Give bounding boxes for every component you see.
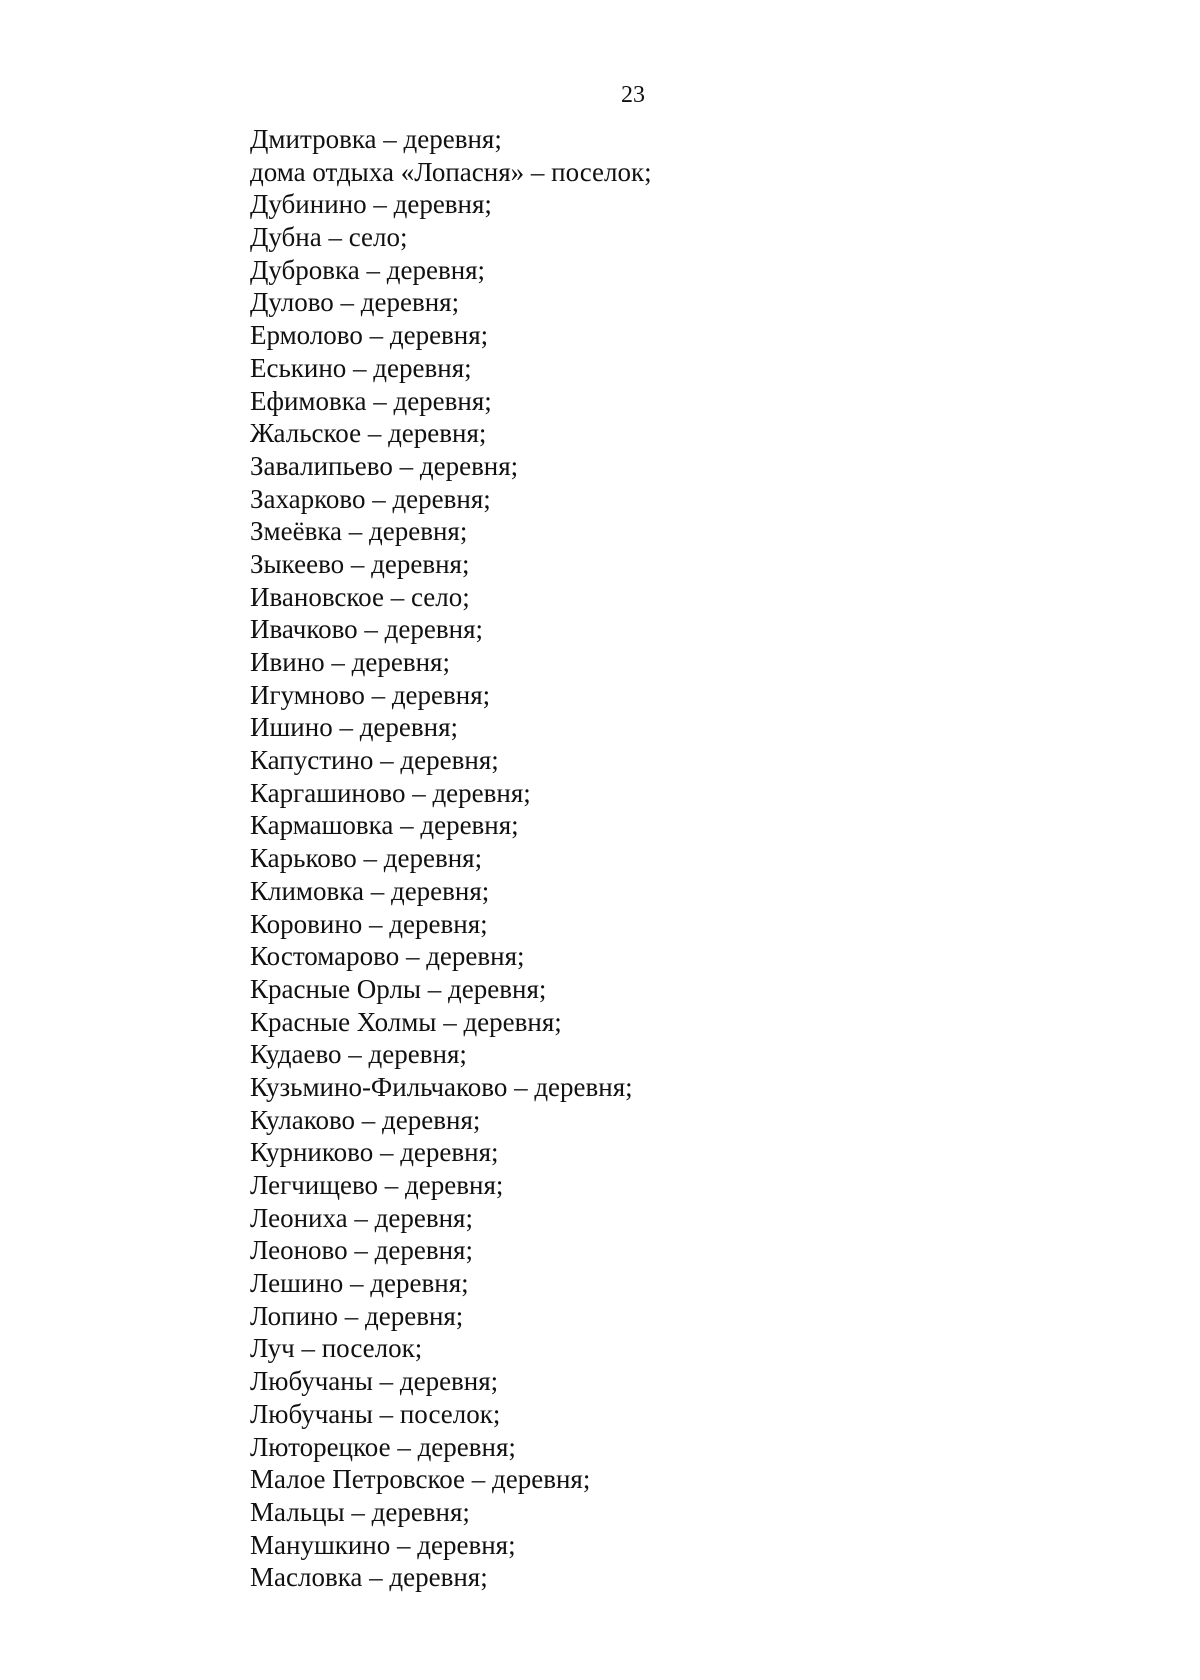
- list-item: Коровино – деревня;: [250, 908, 488, 939]
- list-item: Лешино – деревня;: [250, 1268, 469, 1299]
- list-item: Карьково – деревня;: [250, 843, 483, 874]
- list-item: Кузьмино-Фильчаково – деревня;: [250, 1071, 633, 1102]
- list-item: Кулаково – деревня;: [250, 1104, 481, 1135]
- list-item: Легчищево – деревня;: [250, 1170, 504, 1200]
- list-item: Мальцы – деревня;: [250, 1496, 470, 1527]
- list-item: Любучаны – деревня;: [250, 1366, 499, 1397]
- list-item: Любучаны – поселок;: [250, 1398, 501, 1429]
- list-item: Масловка – деревня;: [250, 1562, 488, 1593]
- list-item: Ефимовка – деревня;: [250, 385, 492, 416]
- list-item: Леониха – деревня;: [250, 1202, 473, 1233]
- list-item: Дулово – деревня;: [250, 287, 460, 318]
- list-item: Ермолово – деревня;: [250, 320, 489, 351]
- list-item: дома отдыха «Лопасня» – поселок;: [250, 156, 652, 187]
- list-item: Красные Орлы – деревня;: [250, 973, 547, 1004]
- list-item: Ивановское – село;: [250, 581, 470, 612]
- list-item: Игумново – деревня;: [250, 679, 491, 710]
- list-item: Луч – поселок;: [250, 1333, 423, 1364]
- list-item: Капустино – деревня;: [250, 745, 499, 776]
- list-item: Ивачково – деревня;: [250, 614, 484, 645]
- list-item: Ивино – деревня;: [250, 647, 450, 677]
- list-item: Курниково – деревня;: [250, 1137, 499, 1168]
- list-item: Кудаево – деревня;: [250, 1039, 467, 1070]
- settlement-list: [250, 123, 652, 1594]
- list-item: Манушкино – деревня;: [250, 1529, 516, 1560]
- list-item: Лопино – деревня;: [250, 1300, 464, 1331]
- list-item: Климовка – деревня;: [250, 875, 490, 906]
- list-item: Леоново – деревня;: [250, 1235, 473, 1266]
- list-item: Кармашовка – деревня;: [250, 810, 519, 841]
- list-item: Люторецкое – деревня;: [250, 1431, 516, 1462]
- list-item: Жальское – деревня;: [250, 418, 487, 449]
- list-item: Еськино – деревня;: [250, 352, 472, 383]
- page-number: 23: [621, 82, 645, 108]
- list-item: Захарково – деревня;: [250, 483, 491, 514]
- list-item: Дубна – село;: [250, 222, 408, 253]
- list-item: Зыкеево – деревня;: [250, 548, 470, 579]
- list-item: Красные Холмы – деревня;: [250, 1006, 562, 1037]
- list-item: Каргашиново – деревня;: [250, 777, 531, 808]
- list-item: Дмитровка – деревня;: [250, 124, 502, 154]
- list-item: Малое Петровское – деревня;: [250, 1464, 591, 1495]
- list-item: Завалипьево – деревня;: [250, 450, 519, 481]
- list-item: Дубровка – деревня;: [250, 254, 486, 285]
- list-item: Костомарово – деревня;: [250, 941, 525, 972]
- list-item: Дубинино – деревня;: [250, 189, 492, 220]
- list-item: Змеёвка – деревня;: [250, 516, 468, 547]
- list-item: Ишино – деревня;: [250, 712, 459, 743]
